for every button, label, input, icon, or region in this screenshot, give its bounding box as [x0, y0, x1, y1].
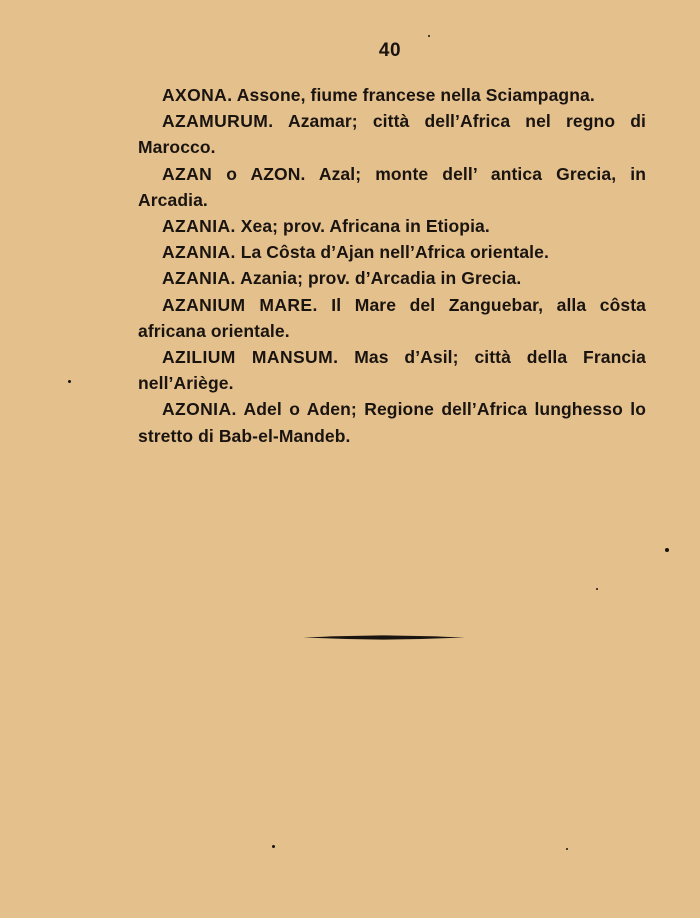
entry-azania-3 — [138, 265, 646, 291]
entry-axona — [138, 82, 646, 108]
ink-speck — [596, 588, 598, 590]
entry-definition: o AZON. Azal; monte dell’ antica Grecia, in Arcadia. — [138, 163, 646, 210]
entry-definition: Adel o Aden; Regione dell’Africa lunghesso lo stretto di Bab-el-Mandeb. — [138, 399, 646, 446]
entry-definition: Assone, fiume francese nella Sciampagna. — [232, 85, 595, 105]
entry-azilium-mansum — [138, 344, 646, 396]
ink-speck — [68, 380, 71, 383]
entry-definition: Azamar; città dell’Africa nel regno di Marocco. — [138, 111, 646, 158]
entry-azania-2 — [138, 239, 646, 265]
entry-headword: AZILIUM MANSUM. — [162, 347, 339, 368]
ink-speck — [566, 848, 568, 850]
entry-headword: AZAMURUM. — [162, 111, 274, 132]
entry-headword: AZAN — [162, 163, 213, 184]
entry-headword: AZANIA. — [162, 242, 236, 263]
dictionary-entries — [138, 82, 646, 449]
entry-azan — [138, 161, 646, 213]
ink-speck — [272, 845, 275, 848]
entry-definition: Azania; prov. d’Arcadia in Grecia. — [235, 268, 522, 289]
ink-speck — [428, 35, 430, 37]
entry-azamurum — [138, 108, 646, 160]
entry-headword: AZANIUM MARE. — [162, 294, 318, 315]
entry-headword: AXONA. — [162, 85, 233, 105]
entry-definition: Il Mare del Zanguebar, alla côsta africana orientale. — [138, 294, 646, 341]
entry-definition: La Côsta d’Ajan nell’Africa orientale. — [235, 242, 549, 263]
ink-speck — [665, 548, 669, 552]
page-number: 40 — [378, 40, 402, 61]
entry-definition: Mas d’Asil; città della Francia nell’Ariège. — [138, 347, 646, 394]
entry-headword: AZONIA. — [162, 399, 237, 420]
entry-azania-1 — [138, 213, 646, 239]
entry-headword: AZANIA. — [162, 268, 236, 289]
entry-azonia — [138, 396, 646, 448]
entry-azanium-mare — [138, 292, 646, 344]
entry-definition: Xea; prov. Africana in Etiopia. — [235, 216, 490, 237]
entry-headword: AZANIA. — [162, 216, 236, 237]
section-end-rule — [303, 635, 465, 640]
